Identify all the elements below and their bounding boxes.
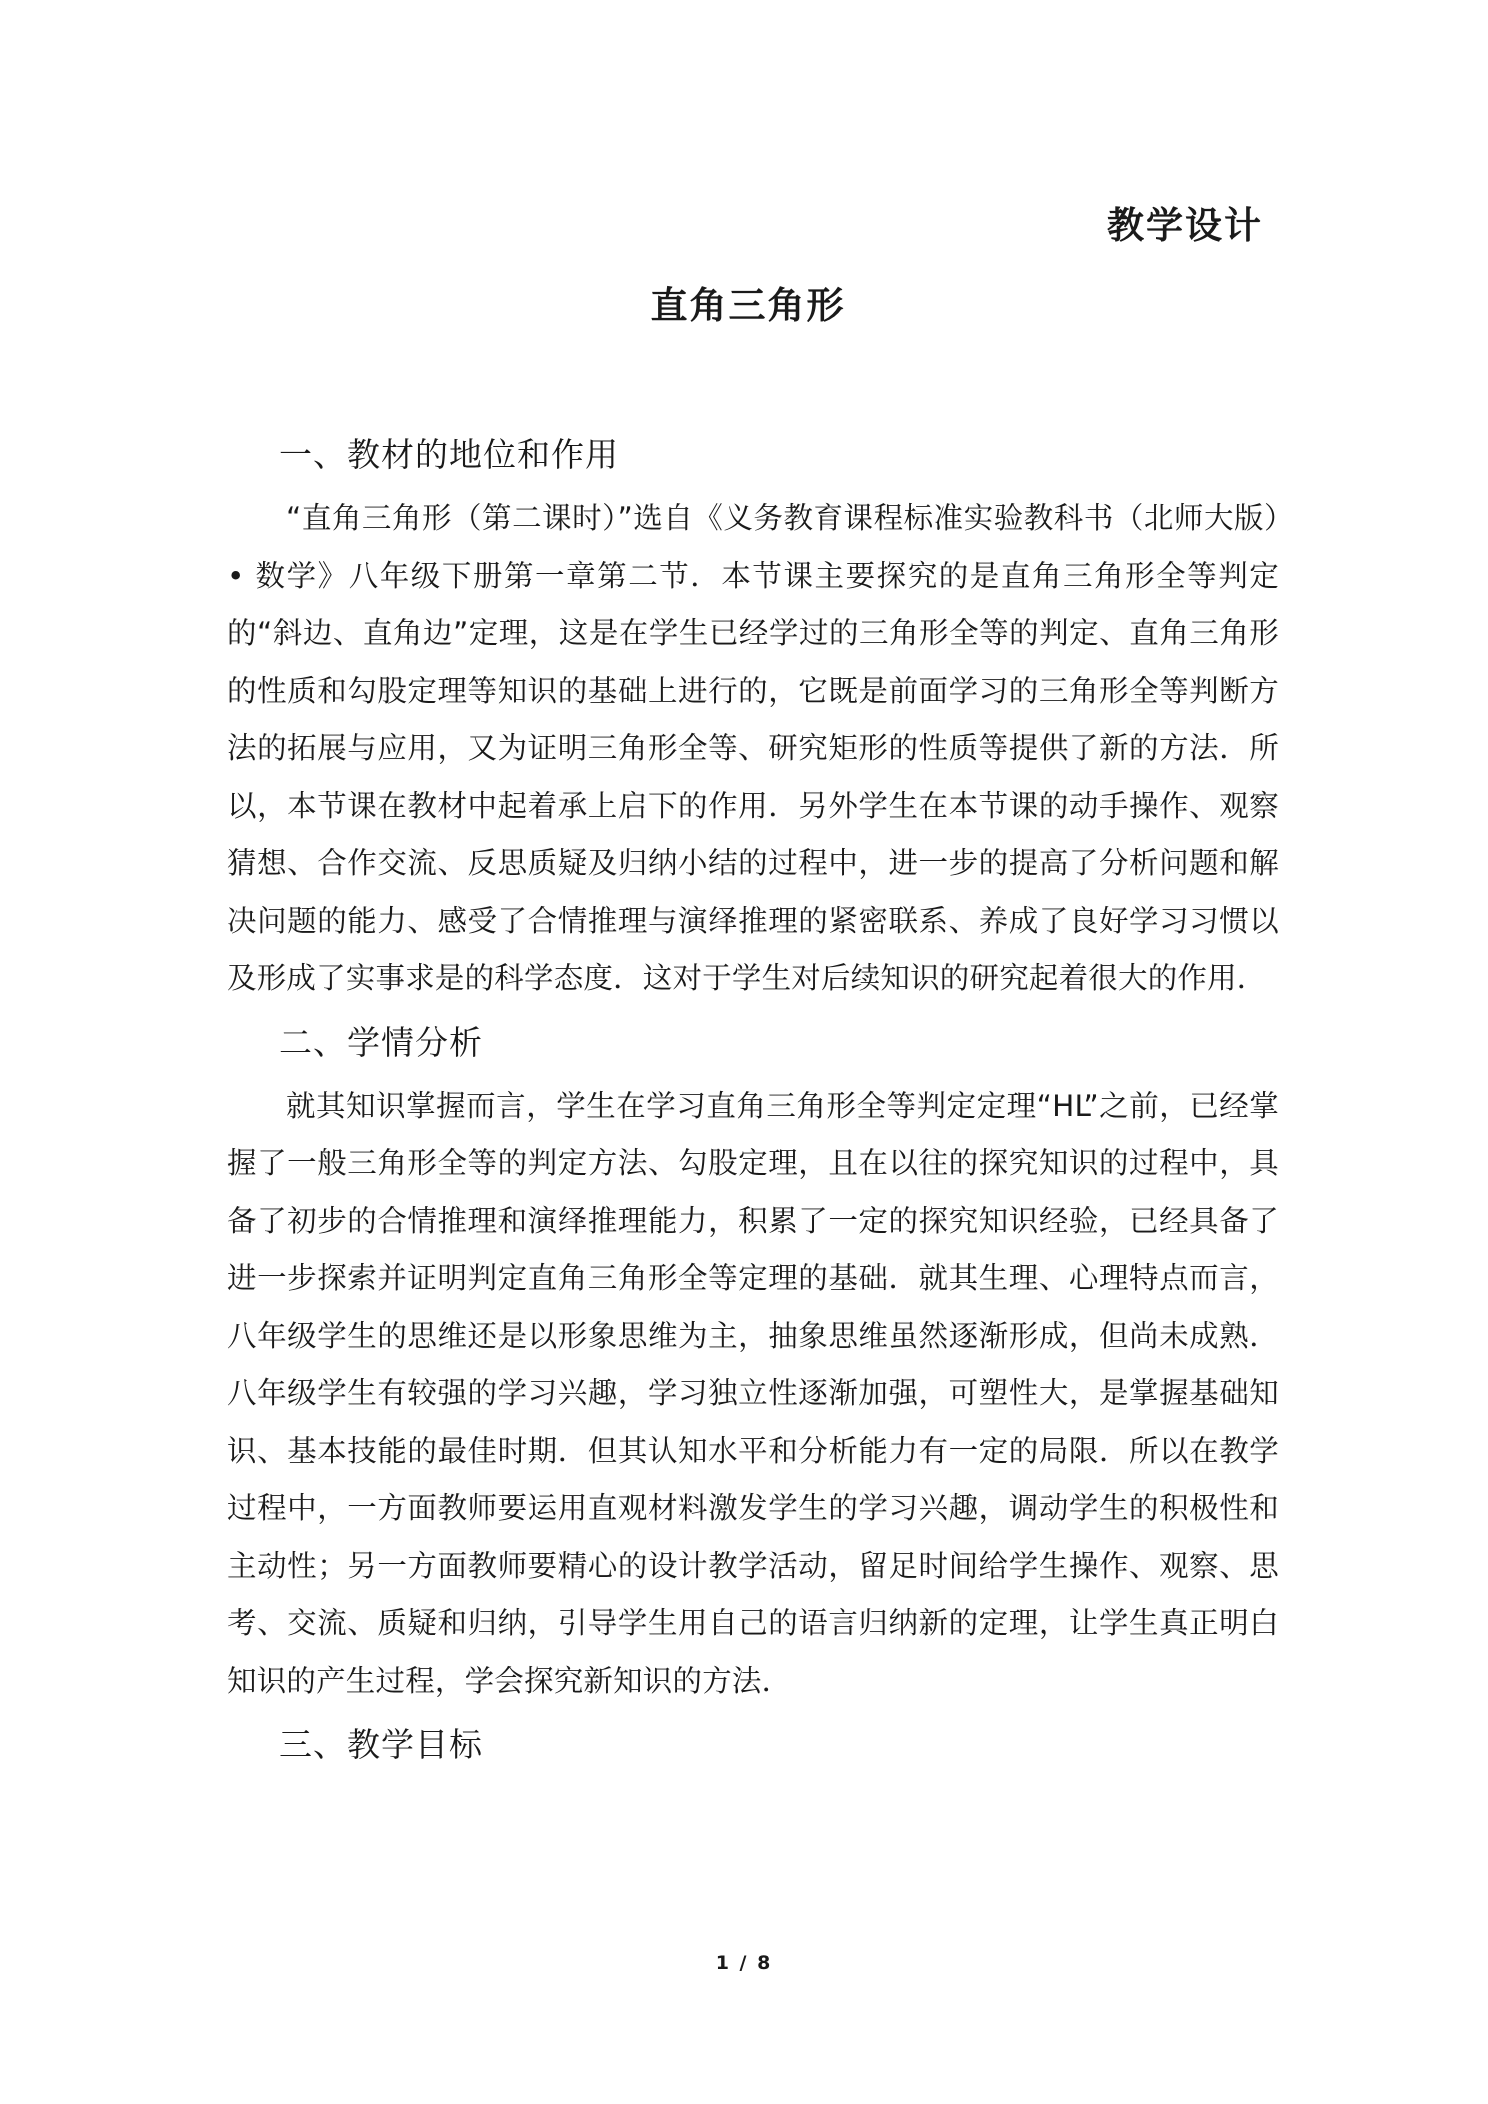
section-heading: 二、学情分析 (279, 1022, 483, 1062)
section-paragraph: “直角三角形（第二课时）”选自《义务教育课程标准实验教科书（北师大版）• 数学》八年级下册第一章第二节．本节课主要探究的是直角三角形全等判定的“斜边、直角边”定理，这是在学生已经学过的三角形全等的判定、直角三角形的性质和勾股定理等知识的基础上进行的，它既是前面学习的三角形全等判断方法的拓展与应用，又为证明三角形全等、研究矩形的性质等提供了新的方法．所以，本节课在教材中起着承上启下的作用．另外学生在本节课的动手操作、观察猜想、合作交流、反思质疑及归纳小结的过程中，进一步的提高了分析问题和解决问题的能力、感受了合情推理与演绎推理的紧密联系、养成了良好学习习惯以及形成了实事求是的科学态度．这对于学生对后续知识的研究起着很大的作用． (227, 501, 1279, 995)
section-heading: 一、教材的地位和作用 (279, 435, 619, 474)
section-paragraph: 就其知识掌握而言，学生在学习直角三角形全等判定定理“HL”之前，已经掌握了一般三角形全等的判定方法、勾股定理，且在以往的探究知识的过程中，具备了初步的合情推理和演绎推理能力，积累了一定的探究知识经验，已经具备了进一步探索并证明判定直角三角形全等定理的基础．就其生理、心理特点而言，八年级学生的思维还是以形象思维为主，抽象思维虽然逐渐形成，但尚未成熟．八年级学生有较强的学习兴趣，学习独立性逐渐加强，可塑性大，是掌握基础知识、基本技能的最佳时期．但其认知水平和分析能力有一定的局限．所以在教学过程中，一方面教师要运用直观材料激发学生的学习兴趣，调动学生的积极性和主动性；另一方面教师要精心的设计教学活动，留足时间给学生操作、观察、思考、交流、质疑和归纳，引导学生用自己的语言归纳新的定理，让学生真正明白知识的产生过程，学会探究新知识的方法． (227, 1088, 1279, 1698)
section-teaching-goals (227, 1720, 1279, 1770)
section-textbook-role (227, 430, 1279, 1008)
document-body (227, 430, 1279, 1780)
document-title: 直角三角形 (650, 284, 846, 327)
section-heading: 三、教学目标 (279, 1725, 483, 1764)
page-number: 1 / 8 (715, 1952, 773, 1974)
document-type-label: 教学设计 (1107, 204, 1263, 247)
section-student-analysis (227, 1018, 1279, 1711)
